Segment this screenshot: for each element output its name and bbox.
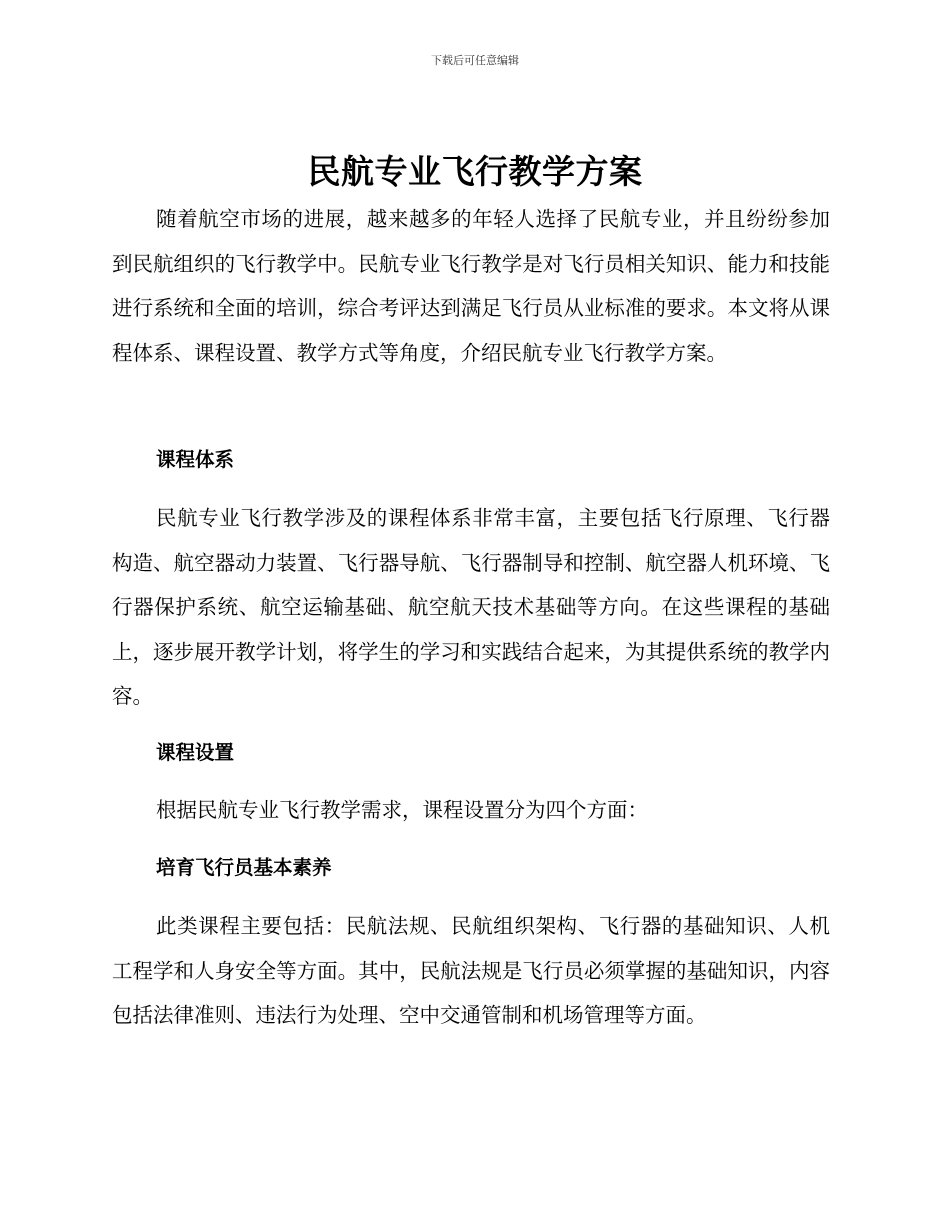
section-heading-basic-quality: 培育飞行员基本素养: [156, 856, 332, 879]
section-heading-course-setting: 课程设置: [156, 741, 235, 764]
section-paragraph-course-system: 民航专业飞行教学涉及的课程体系非常丰富，主要包括飞行原理、飞行器构造、航空器动力装置、飞行器导航、飞行器制导和控制、航空器人机环境、飞行器保护系统、航空运输基础、航空航天技术基础等方向。在这些课程的基础上，逐步展开教学计划，将学生的学习和实践结合起来，为其提供系统的教学内容。: [112, 506, 830, 709]
section-heading-course-system: 课程体系: [156, 448, 235, 471]
section-paragraph-basic-quality: 此类课程主要包括：民航法规、民航组织架构、飞行器的基础知识、人机工程学和人身安全等方面。其中，民航法规是飞行员必须掌握的基础知识，内容包括法律准则、违法行为处理、空中交通管制和机场管理等方面。: [112, 914, 830, 1028]
section-paragraph-course-setting: 根据民航专业飞行教学需求，课程设置分为四个方面：: [156, 798, 648, 822]
page-header-note: 下载后可任意编辑: [431, 54, 519, 67]
intro-paragraph: 随着航空市场的进展，越来越多的年轻人选择了民航专业，并且纷纷参加到民航组织的飞行教学中。民航专业飞行教学是对飞行员相关知识、能力和技能进行系统和全面的培训，综合考评达到满足飞行员从业标准的要求。本文将从课程体系、课程设置、教学方式等角度，介绍民航专业飞行教学方案。: [112, 207, 830, 365]
document-title: 民航专业飞行教学方案: [307, 152, 643, 191]
